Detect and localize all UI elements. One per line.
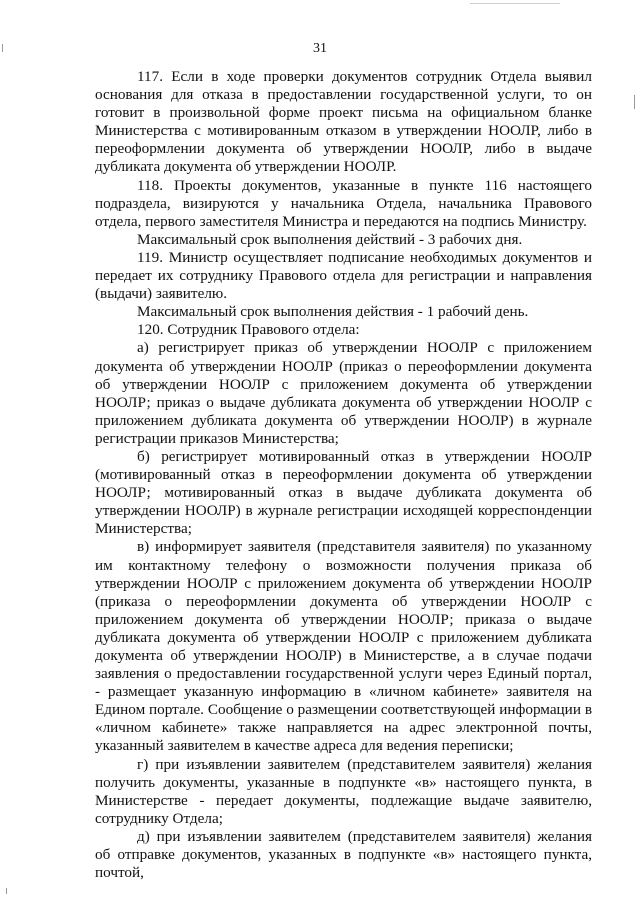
scan-mark-right: [634, 95, 635, 109]
subparagraph-a: а) регистрирует приказ об утверждении НООЛР с приложением документа об утверждении НООЛР (приказ о переоформлении документа об утверждении НООЛР с приложением документа об утверждении НООЛР; приказ о выдаче дубликата документа об утверждении НООЛР с приложением дубликата документа об утверждении НООЛР) в журнале регистрации приказов Министерства;: [95, 339, 592, 447]
paragraph-117: 117. Если в ходе проверки документов сотрудник Отдела выявил основания для отказа в предоставлении государственной услуги, то он готовит в произвольной форме проект письма на официальном бланке Министерства с мотивированным отказом в утверждении НООЛР, либо в переоформлении документа об утверждении НООЛР, либо в выдаче дубликата документа об утверждении НООЛР.: [95, 68, 592, 176]
page-number: 31: [313, 41, 327, 56]
paragraph-118-deadline: Максимальный срок выполнения действий - 3 рабочих дня.: [137, 230, 523, 248]
subparagraph-d: д) при изъявлении заявителем (представителем заявителя) желания об отправке документов, указанных в подпункте «в» настоящего пункта, почтой,: [95, 827, 592, 882]
subparagraph-v: в) информирует заявителя (представителя заявителя) по указанному им контактному телефону о возможности получения приказа об утверждении НООЛР с приложением документа об утверждении НООЛР (приказа о переоформлении документа об утверждении НООЛР с приложением документа об утверждении НООЛР; приказа о выдаче дубликата документа об утверждении НООЛР с приложением дубликата документа об утверждении НООЛР) в Министерстве, а в случае подачи заявления о предоставлении государственной услуги через Единый портал, - размещает указанную информацию в «личном кабинете» заявителя на Едином портале. Сообщение о размещении соответствующей информации в «личном кабинете» также направляется на адрес электронной почты, указанный заявителем в качестве адреса для ведения переписки;: [95, 538, 592, 755]
paragraph-119-deadline: Максимальный срок выполнения действия - 1 рабочий день.: [137, 303, 529, 321]
subparagraph-b: б) регистрирует мотивированный отказ в утверждении НООЛР (мотивированный отказ в переоформлении документа об утверждении НООЛР; мотивированный отказ в выдаче дубликата документа об утверждении НООЛР) в журнале регистрации исходящей корреспонденции Министерства;: [95, 447, 592, 538]
paragraph-118: 118. Проекты документов, указанные в пункте 116 настоящего подраздела, визируются у начальника Отдела, начальника Правового отдела, первого заместителя Министра и передаются на подпись Министру.: [95, 176, 592, 230]
paragraph-120: 120. Сотрудник Правового отдела:: [137, 321, 360, 339]
scan-mark-left: [2, 44, 3, 52]
scan-mark-bottom-left: [6, 888, 7, 894]
document-body: [95, 68, 592, 882]
paragraph-119: 119. Министр осуществляет подписание необходимых документов и передает их сотруднику Правового отдела для регистрации и направления (выдачи) заявителю.: [95, 248, 592, 303]
subparagraph-g: г) при изъявлении заявителем (представителем заявителя) желания получить документы, указанные в подпункте «в» настоящего пункта, в Министерстве - передает документы, подлежащие выдаче заявителю, сотруднику Отдела;: [95, 755, 592, 827]
scan-mark-top: [470, 3, 560, 4]
